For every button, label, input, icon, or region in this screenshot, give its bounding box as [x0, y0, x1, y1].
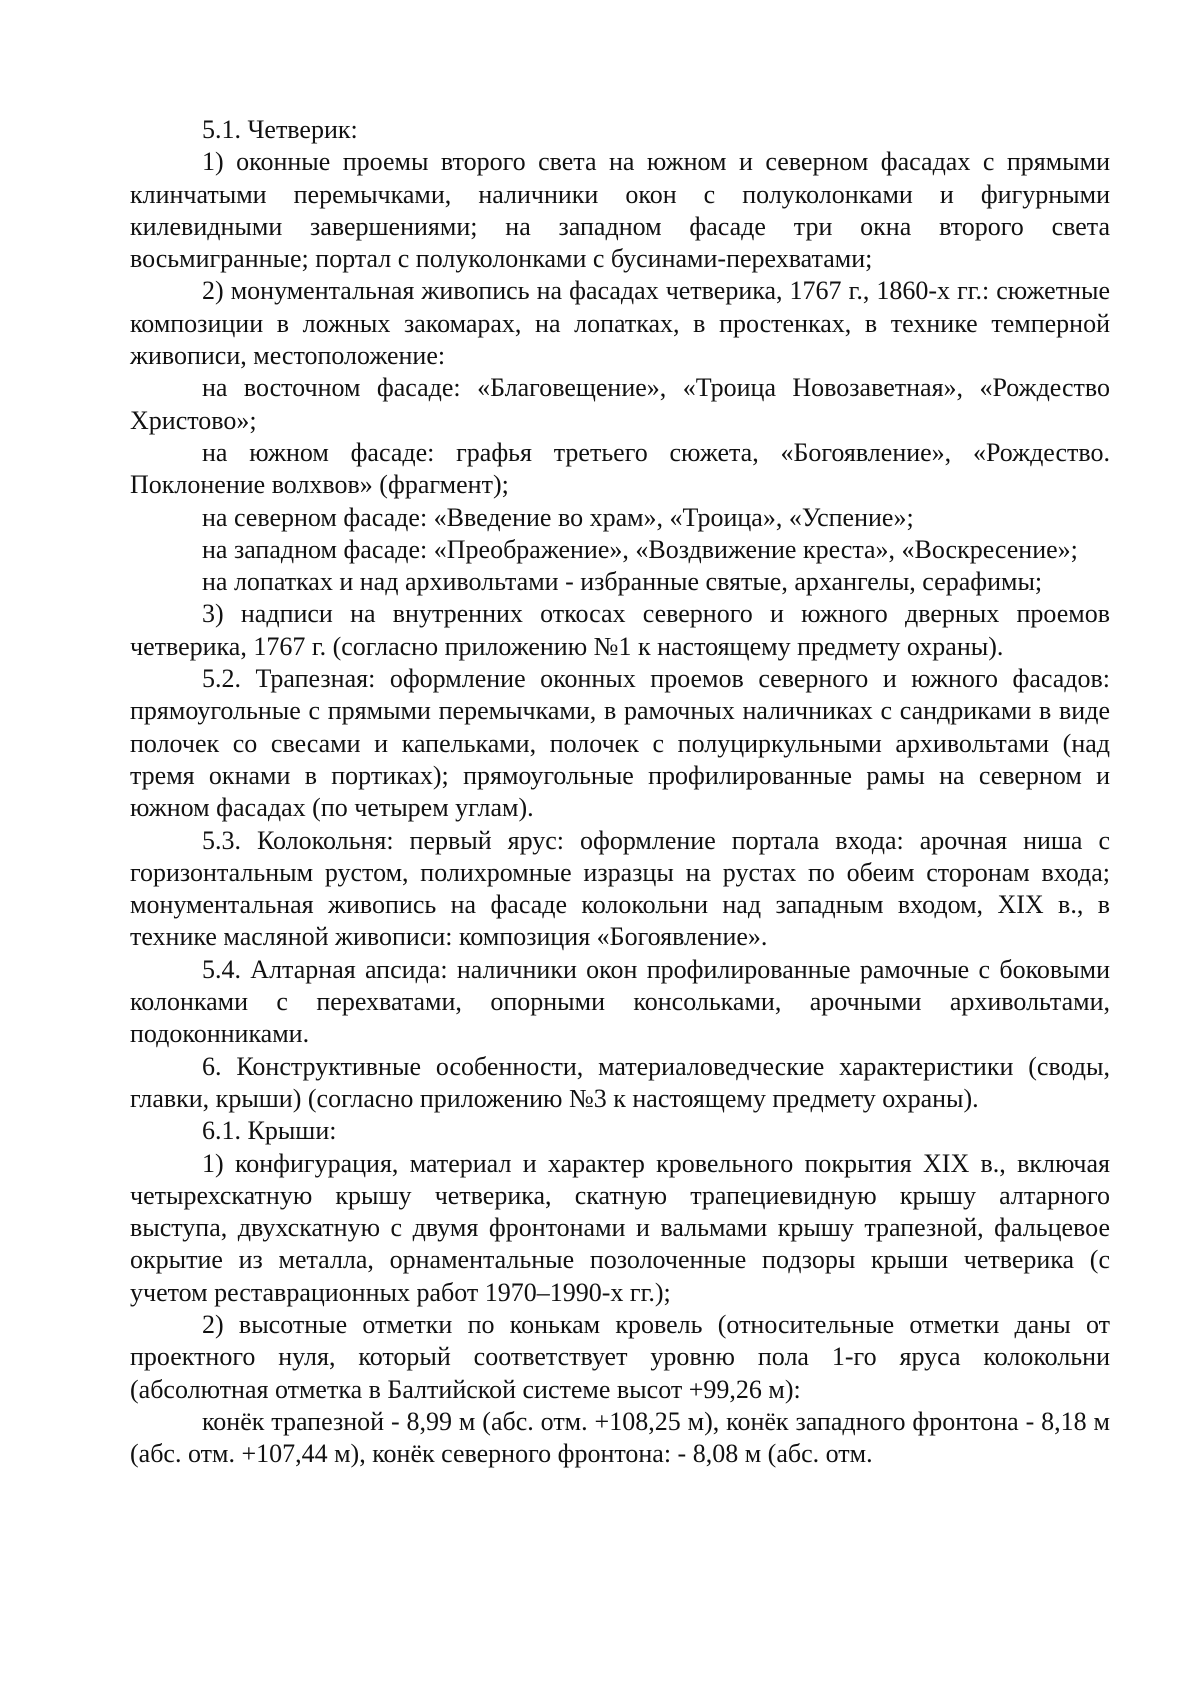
paragraph-south-facade: на южном фасаде: графья третьего сюжета, «Богоявление», «Рождество. Поклонение волхвов» (фрагмент);: [130, 437, 1110, 500]
paragraph-6-1-item-2: 2) высотные отметки по конькам кровель (относительные отметки даны от проектного нуля, который соответствует уровню пола 1-го яруса колокольни (абсолютная отметка в Балтийской системе высот +99,26 м):: [130, 1309, 1110, 1404]
paragraph-6: 6. Конструктивные особенности, материаловедческие характеристики (своды, главки, крыши) (согласно приложению №3 к настоящему предмету охраны).: [130, 1051, 1110, 1113]
paragraph-north-facade: на северном фасаде: «Введение во храм», «Троица», «Успение»;: [202, 502, 914, 532]
paragraph-5-3: 5.3. Колокольня: первый ярус: оформление портала входа: арочная ниша с горизонтальным рустом, полихромные изразцы на рустах по обеим сторонам входа; монументальная живопись на фасаде колокольни над западным входом, XIX в., в технике масляной живописи: композиция «Богоявление».: [130, 825, 1110, 952]
paragraph-5-1-item-3: 3) надписи на внутренних откосах северного и южного дверных проемов четверика, 1767 г. (согласно приложению №1 к настоящему предмету охраны).: [130, 599, 1110, 661]
paragraph-5-2: 5.2. Трапезная: оформление оконных проемов северного и южного фасадов: прямоугольные с прямыми перемычками, в рамочных наличниках с сандриками в виде полочек со свесами и капельками, полочек с полуциркульными архивольтами (над тремя окнами в портиках); прямоугольные профилированные рамы на северном и южном фасадах (по четырем углам).: [130, 664, 1110, 823]
paragraph-east-facade: на восточном фасаде: «Благовещение», «Троица Новозаветная», «Рождество Христово»;: [130, 373, 1110, 435]
document-body: [130, 114, 1110, 1470]
paragraph-ridge-heights: конёк трапезной - 8,99 м (абс. отм. +108,25 м), конёк западного фронтона - 8,18 м (абс. отм. +107,44 м), конёк северного фронтона: - 8,08 м (абс. отм.: [130, 1406, 1110, 1469]
paragraph-6-1-heading: 6.1. Крыши:: [202, 1116, 337, 1146]
paragraph-west-facade: на западном фасаде: «Преображение», «Воздвижение креста», «Воскресение»;: [202, 534, 1078, 564]
paragraph-5-1-item-2: 2) монументальная живопись на фасадах четверика, 1767 г., 1860-х гг.: сюжетные композиции в ложных закомарах, на лопатках, в простенках, в технике темперной живописи, местоположение:: [130, 276, 1110, 371]
paragraph-5-1-item-1: 1) оконные проемы второго света на южном и северном фасадах с прямыми клинчатыми перемычками, наличники окон с полуколонками и фигурными килевидными завершениями; на западном фасаде три окна второго света восьмигранные; портал с полуколонками с бусинами-перехватами;: [130, 147, 1110, 274]
paragraph-5-1-heading: 5.1. Четверик:: [202, 115, 358, 144]
paragraph-pilasters: на лопатках и над архивольтами - избранные святые, архангелы, серафимы;: [202, 567, 1043, 597]
paragraph-6-1-item-1: 1) конфигурация, материал и характер кровельного покрытия XIX в., включая четырехскатную крышу четверика, скатную трапециевидную крышу алтарного выступа, двухскатную с двумя фронтонами и вальмами крышу трапезной, фальцевое окрытие из металла, орнаментальные позолоченные подзоры крыши четверика (с учетом реставрационных работ 1970–1990-х гг.);: [130, 1148, 1110, 1307]
paragraph-5-4: 5.4. Алтарная апсида: наличники окон профилированные рамочные с боковыми колонками с перехватами, опорными консольками, арочными архивольтами, подоконниками.: [130, 954, 1110, 1049]
